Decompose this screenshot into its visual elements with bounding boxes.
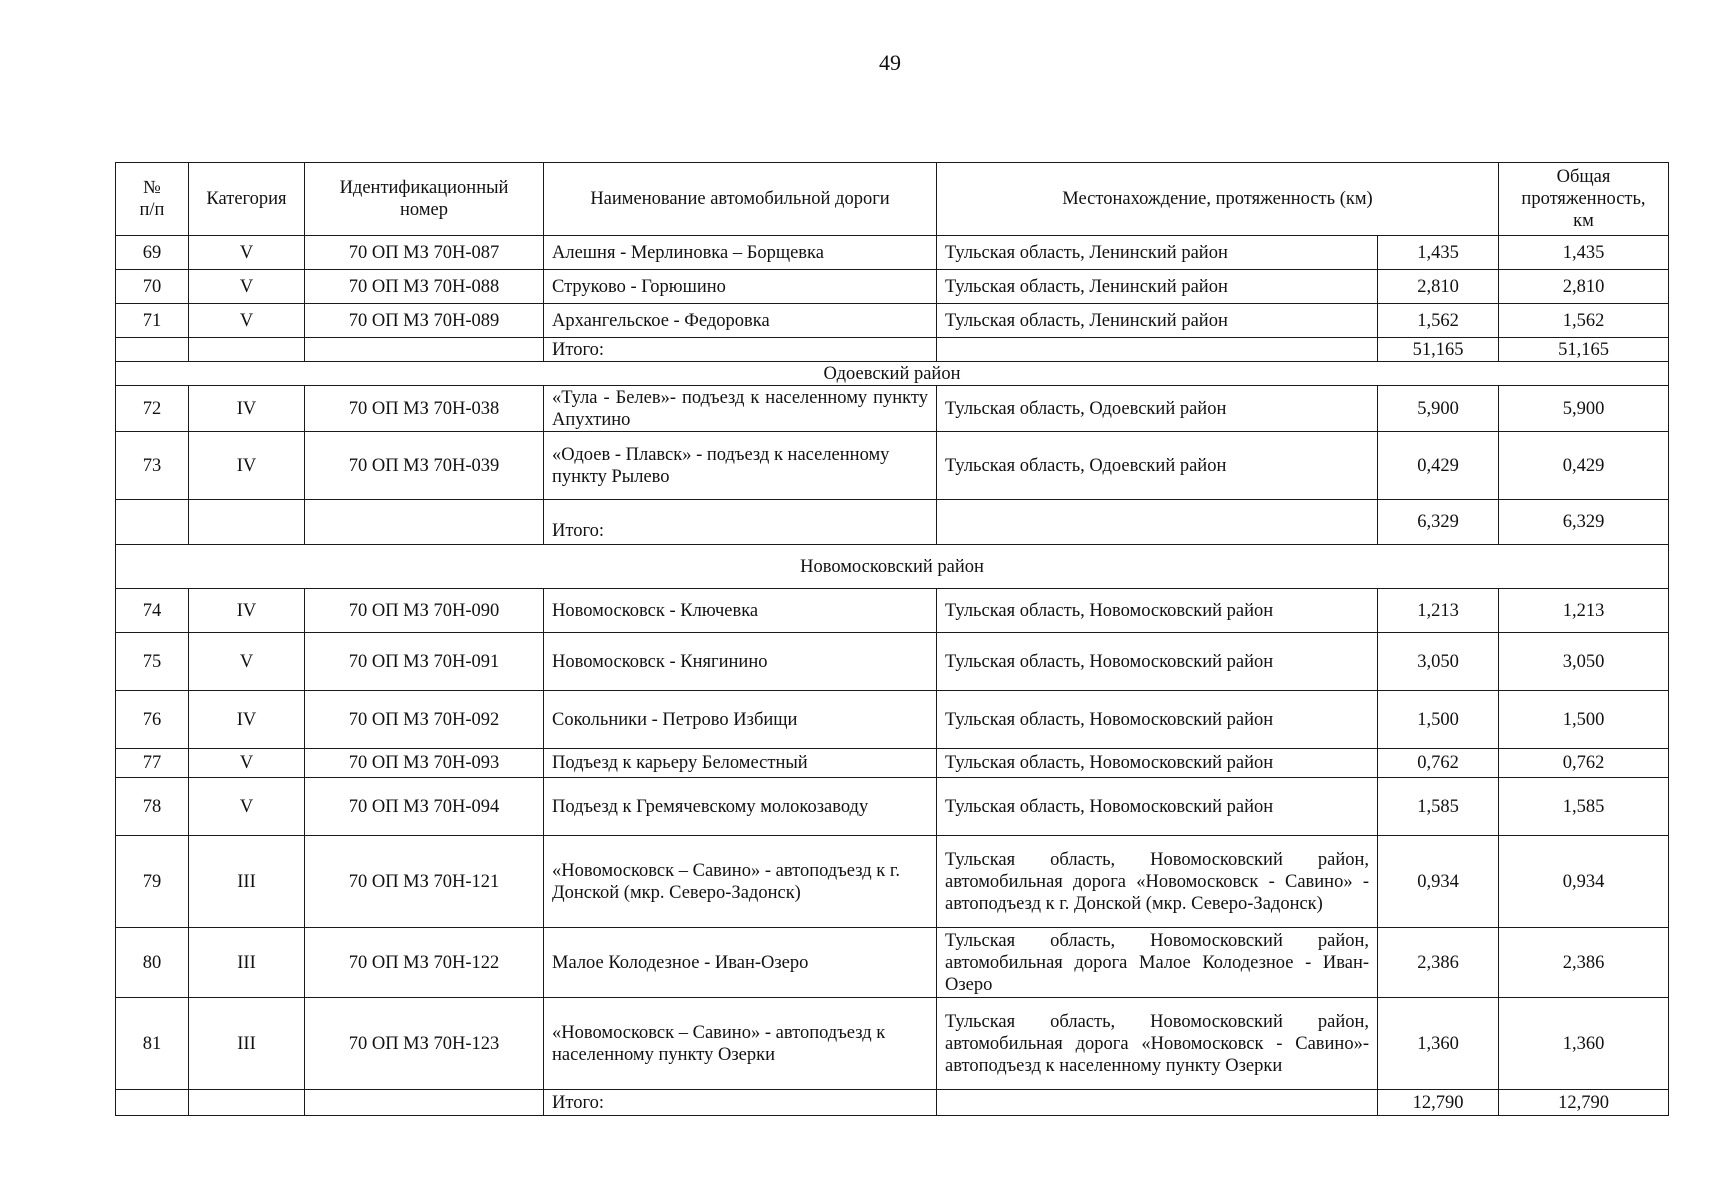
cell-location: Тульская область, Новомосковский район: [937, 633, 1378, 691]
cell-category: III: [189, 836, 305, 928]
cell-length: 0,762: [1378, 749, 1499, 778]
cell-name: Струково - Горюшино: [544, 270, 937, 304]
cell-id: 70 ОП МЗ 70Н-122: [305, 928, 544, 998]
roads-table: [115, 162, 1669, 1116]
cell-length: 1,500: [1378, 691, 1499, 749]
cell-name: «Тула - Белев»- подъезд к населенному пункту Апухтино: [544, 386, 937, 432]
table-row: [116, 432, 1669, 500]
cell-category: III: [189, 998, 305, 1090]
total-label: Итого:: [544, 500, 937, 545]
total-label: Итого:: [544, 1090, 937, 1116]
cell-location: Тульская область, Ленинский район: [937, 236, 1378, 270]
section-title: Одоевский район: [116, 362, 1669, 386]
cell-no: 81: [116, 998, 189, 1090]
cell-no: 70: [116, 270, 189, 304]
cell-total: 0,934: [1499, 836, 1669, 928]
table-row: [116, 691, 1669, 749]
cell-location: Тульская область, Одоевский район: [937, 432, 1378, 500]
cell-total: 1,213: [1499, 589, 1669, 633]
cell-id: 70 ОП МЗ 70Н-038: [305, 386, 544, 432]
table-row: [116, 633, 1669, 691]
header-id: Идентификационный номер: [305, 163, 544, 236]
cell-length: 3,050: [1378, 633, 1499, 691]
cell-location: Тульская область, Новомосковский район: [937, 778, 1378, 836]
cell-id: 70 ОП МЗ 70Н-090: [305, 589, 544, 633]
table-row: [116, 928, 1669, 998]
cell-total: 1,360: [1499, 998, 1669, 1090]
table-row: [116, 836, 1669, 928]
cell-length: 0,429: [1378, 432, 1499, 500]
cell-id: 70 ОП МЗ 70Н-093: [305, 749, 544, 778]
total-overall: 12,790: [1499, 1090, 1669, 1116]
header-total: Общая протяженность, км: [1499, 163, 1669, 236]
cell-category: III: [189, 928, 305, 998]
cell-id: 70 ОП МЗ 70Н-091: [305, 633, 544, 691]
cell-category: IV: [189, 432, 305, 500]
table-row: [116, 749, 1669, 778]
cell-no: 76: [116, 691, 189, 749]
total-overall: 51,165: [1499, 338, 1669, 362]
cell-length: 2,810: [1378, 270, 1499, 304]
cell-no: 77: [116, 749, 189, 778]
cell-length: 1,562: [1378, 304, 1499, 338]
cell-location: Тульская область, Ленинский район: [937, 270, 1378, 304]
cell-no: 80: [116, 928, 189, 998]
total-row: [116, 500, 1669, 545]
total-overall: 6,329: [1499, 500, 1669, 545]
cell-total: 1,585: [1499, 778, 1669, 836]
cell-id: 70 ОП МЗ 70Н-092: [305, 691, 544, 749]
cell-total: 0,429: [1499, 432, 1669, 500]
cell-category: V: [189, 270, 305, 304]
total-length: 6,329: [1378, 500, 1499, 545]
table-row: [116, 386, 1669, 432]
cell-id: 70 ОП МЗ 70Н-089: [305, 304, 544, 338]
cell-category: V: [189, 236, 305, 270]
cell-location: Тульская область, Новомосковский район, автомобильная дорога «Новомосковск - Савино»- автоподъезд к населенному пункту Озерки: [937, 998, 1378, 1090]
header-location: Местонахождение, протяженность (км): [937, 163, 1499, 236]
cell-location: Тульская область, Новомосковский район: [937, 749, 1378, 778]
cell-length: 5,900: [1378, 386, 1499, 432]
cell-no: 79: [116, 836, 189, 928]
cell-no: 78: [116, 778, 189, 836]
cell-total: 1,562: [1499, 304, 1669, 338]
cell-id: 70 ОП МЗ 70Н-121: [305, 836, 544, 928]
cell-location: Тульская область, Новомосковский район: [937, 691, 1378, 749]
cell-location: Тульская область, Новомосковский район, автомобильная дорога Малое Колодезное - Иван-Озеро: [937, 928, 1378, 998]
table-row: [116, 270, 1669, 304]
cell-id: 70 ОП МЗ 70Н-087: [305, 236, 544, 270]
table-row: [116, 589, 1669, 633]
cell-name: Сокольники - Петрово Избищи: [544, 691, 937, 749]
cell-id: 70 ОП МЗ 70Н-094: [305, 778, 544, 836]
cell-name: Алешня - Мерлиновка – Борщевка: [544, 236, 937, 270]
cell-no: 74: [116, 589, 189, 633]
table-row: [116, 998, 1669, 1090]
cell-category: V: [189, 749, 305, 778]
cell-no: 72: [116, 386, 189, 432]
total-row: [116, 1090, 1669, 1116]
cell-name: «Одоев - Плавск» - подъезд к населенному пункту Рылево: [544, 432, 937, 500]
section-row: [116, 362, 1669, 386]
header-category: Категория: [189, 163, 305, 236]
header-no: № п/п: [116, 163, 189, 236]
cell-category: IV: [189, 386, 305, 432]
header-row: [116, 163, 1669, 236]
total-length: 51,165: [1378, 338, 1499, 362]
section-row: [116, 545, 1669, 589]
cell-total: 2,810: [1499, 270, 1669, 304]
cell-name: Малое Колодезное - Иван-Озеро: [544, 928, 937, 998]
table-row: [116, 778, 1669, 836]
header-name: Наименование автомобильной дороги: [544, 163, 937, 236]
cell-length: 0,934: [1378, 836, 1499, 928]
cell-category: IV: [189, 691, 305, 749]
cell-location: Тульская область, Ленинский район: [937, 304, 1378, 338]
cell-total: 1,500: [1499, 691, 1669, 749]
cell-length: 1,213: [1378, 589, 1499, 633]
cell-name: Архангельское - Федоровка: [544, 304, 937, 338]
cell-id: 70 ОП МЗ 70Н-039: [305, 432, 544, 500]
cell-no: 69: [116, 236, 189, 270]
cell-location: Тульская область, Новомосковский район: [937, 589, 1378, 633]
cell-category: V: [189, 633, 305, 691]
table-row: [116, 304, 1669, 338]
cell-total: 2,386: [1499, 928, 1669, 998]
cell-category: V: [189, 304, 305, 338]
cell-length: 1,585: [1378, 778, 1499, 836]
cell-no: 75: [116, 633, 189, 691]
cell-id: 70 ОП МЗ 70Н-123: [305, 998, 544, 1090]
total-label: Итого:: [544, 338, 937, 362]
cell-no: 71: [116, 304, 189, 338]
cell-length: 1,435: [1378, 236, 1499, 270]
cell-id: 70 ОП МЗ 70Н-088: [305, 270, 544, 304]
table-row: [116, 236, 1669, 270]
cell-category: IV: [189, 589, 305, 633]
cell-total: 1,435: [1499, 236, 1669, 270]
cell-name: «Новомосковск – Савино» - автоподъезд к населенному пункту Озерки: [544, 998, 937, 1090]
cell-name: «Новомосковск – Савино» - автоподъезд к г. Донской (мкр. Северо-Задонск): [544, 836, 937, 928]
cell-total: 5,900: [1499, 386, 1669, 432]
page-number: 49: [879, 50, 901, 75]
cell-category: V: [189, 778, 305, 836]
cell-length: 1,360: [1378, 998, 1499, 1090]
cell-total: 0,762: [1499, 749, 1669, 778]
cell-name: Новомосковск - Ключевка: [544, 589, 937, 633]
cell-location: Тульская область, Одоевский район: [937, 386, 1378, 432]
total-row: [116, 338, 1669, 362]
cell-name: Подъезд к Гремячевскому молокозаводу: [544, 778, 937, 836]
cell-total: 3,050: [1499, 633, 1669, 691]
cell-length: 2,386: [1378, 928, 1499, 998]
cell-location: Тульская область, Новомосковский район, автомобильная дорога «Новомосковск - Савино» - автоподъезд к г. Донской (мкр. Северо-Задонск): [937, 836, 1378, 928]
cell-name: Новомосковск - Княгинино: [544, 633, 937, 691]
cell-name: Подъезд к карьеру Беломестный: [544, 749, 937, 778]
cell-no: 73: [116, 432, 189, 500]
total-length: 12,790: [1378, 1090, 1499, 1116]
section-title: Новомосковский район: [116, 545, 1669, 589]
